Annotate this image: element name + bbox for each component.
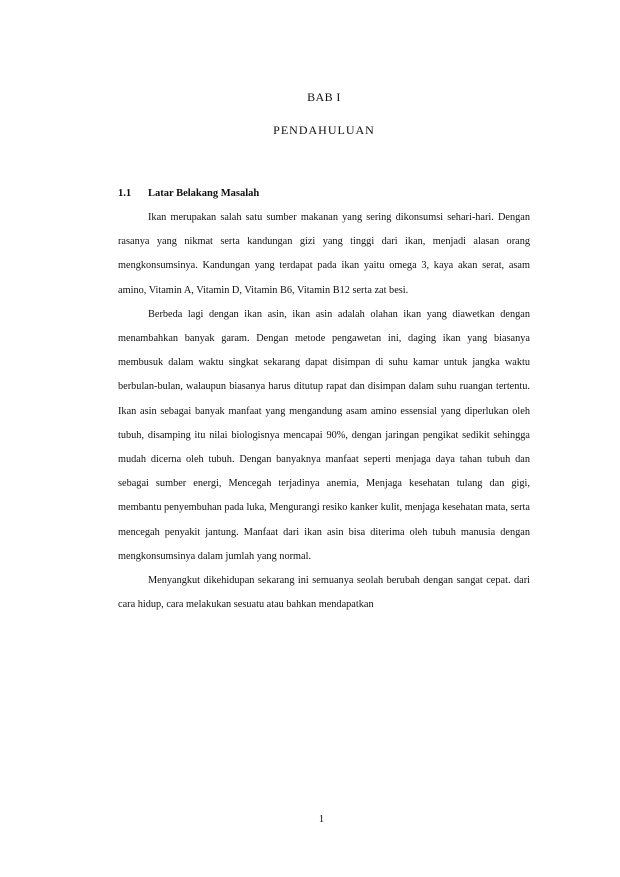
page-number: 1	[318, 814, 325, 825]
section-title: Latar Belakang Masalah	[148, 188, 260, 199]
section-number: 1.1	[118, 188, 132, 199]
chapter-title: PENDAHULUAN	[273, 123, 375, 137]
chapter-number: BAB I	[307, 90, 341, 104]
body-text	[118, 206, 530, 617]
paragraph: Berbeda lagi dengan ikan asin, ikan asin adalah olahan ikan yang diawetkan dengan menambahkan banyak garam. Dengan metode pengawetan ini, daging ikan yang biasanya membusuk dalam waktu singkat sekarang dapat disimpan di suhu kamar untuk jangka waktu berbulan-bulan, walaupun biasanya harus ditutup rapat dan disimpan dalam suhu ruangan tertentu. Ikan asin sebagai banyak manfaat yang mengandung asam amino essensial yang diperlukan oleh tubuh, disamping itu nilai biologisnya mencapai 90%, dengan jaringan pengikat sedikit sehingga mudah dicerna oleh tubuh. Dengan banyaknya manfaat seperti menjaga daya tahan tubuh dan sebagai sumber energi, Mencegah terjadinya anemia, Menjaga kesehatan tulang dan gigi, membantu penyembuhan pada luka, Mengurangi resiko kanker kulit, menjaga kesehatan mata, serta mencegah penyakit jantung. Manfaat dari ikan asin bisa diterima oleh tubuh manusia dengan mengkonsumsinya dalam jumlah yang normal.	[118, 308, 530, 562]
paragraph: Ikan merupakan salah satu sumber makanan yang sering dikonsumsi sehari-hari. Dengan rasanya yang nikmat serta kandungan gizi yang tinggi dari ikan, menjadi alasan orang mengkonsumsinya. Kandungan yang terdapat pada ikan yaitu omega 3, kaya akan serat, asam amino, Vitamin A, Vitamin D, Vitamin B6, Vitamin B12 serta zat besi.	[118, 212, 530, 296]
section-heading	[118, 188, 259, 199]
paragraph: Menyangkut dikehidupan sekarang ini semuanya seolah berubah dengan sangat cepat. dari cara hidup, cara melakukan sesuatu atau bahkan mendapatkan	[118, 575, 530, 611]
